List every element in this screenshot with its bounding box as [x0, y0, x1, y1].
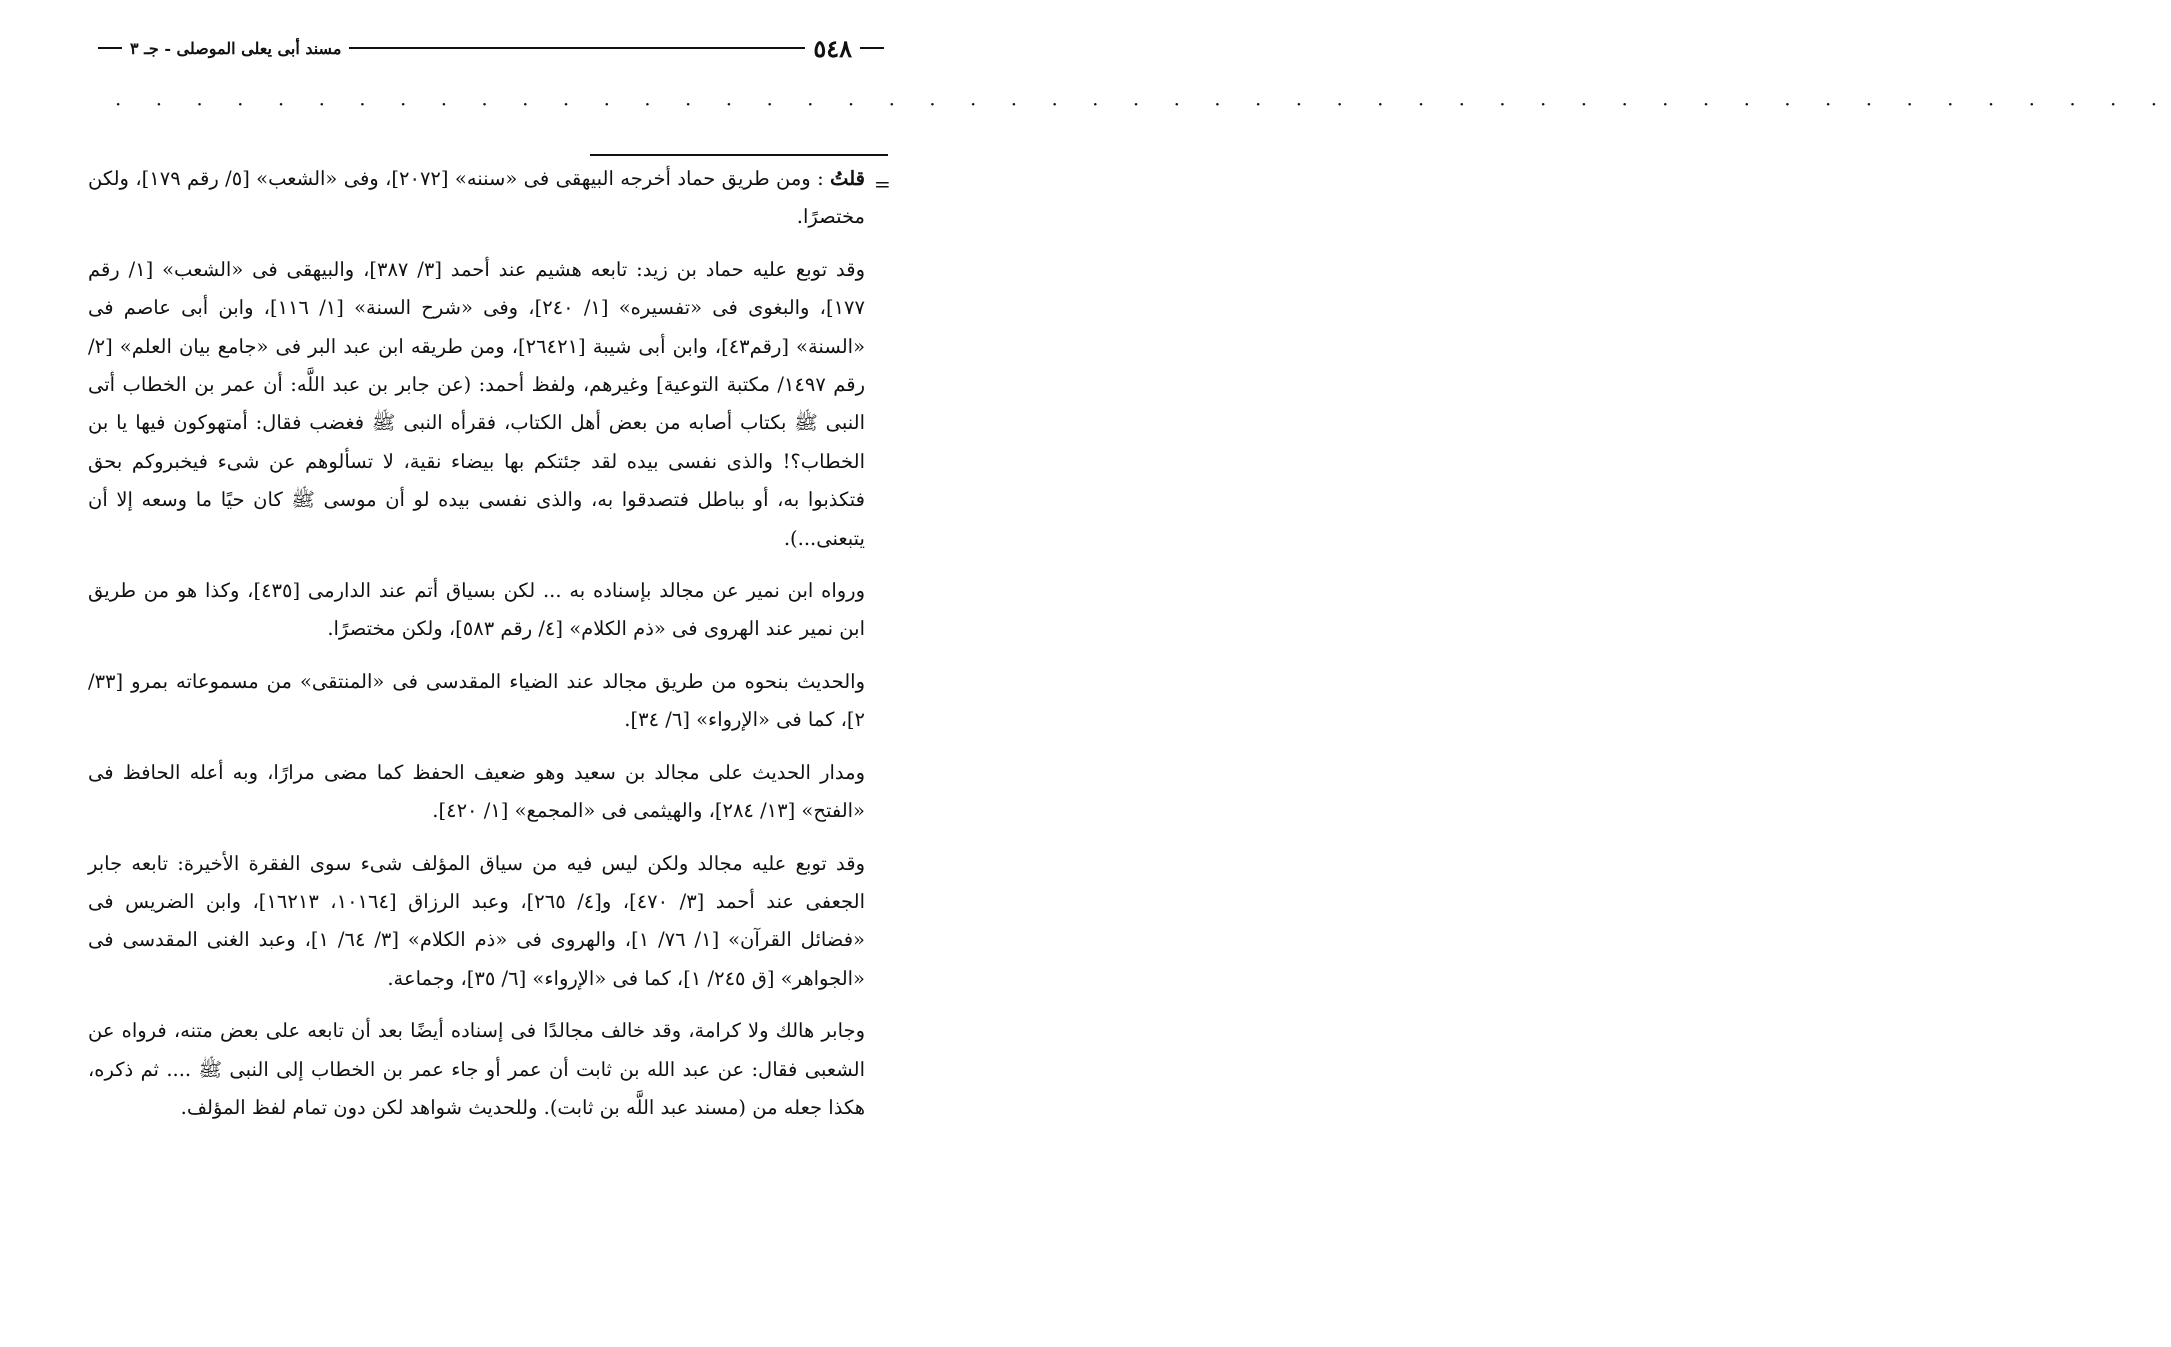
paragraph-text: : ومن طريق حماد أخرجه البيهقى فى «سننه» [٢٠٧٢]، وفى «الشعب» [٥/ رقم ١٧٩]، ولكن مختصرًا. — [88, 167, 865, 229]
paragraph — [88, 160, 865, 237]
continuation-mark: = — [874, 172, 891, 196]
paragraph — [88, 845, 865, 999]
paragraph — [88, 251, 865, 558]
paragraph-text: وجابر هالك ولا كرامة، وقد خالف مجالدًا فى إسناده أيضًا بعد أن تابعه على بعض متنه، فرواه عن الشعبى فقال: عن عبد الله بن ثابت أن عمر أو جاء عمر بن الخطاب إلى النبى ﷺ .... ثم ذكره، هكذا جعله من (مسند عبد اللَّه بن ثابت). وللحديث شواهد لكن دون تمام لفظ المؤلف. — [88, 1019, 865, 1119]
paragraph — [88, 754, 865, 831]
paragraph — [88, 663, 865, 740]
paragraph-text: وقد توبع عليه مجالد ولكن ليس فيه من سياق المؤلف شىء سوى الفقرة الأخيرة: تابعه جابر الجعفى عند أحمد [٣/ ٤٧٠]، و[٤/ ٢٦٥]، وعبد الرزاق [١٠١٦٤، ١٦٢١٣]، وابن الضريس فى «فضائل القرآن» [١/ ٧٦/ ١]، والهروى فى «ذم الكلام» [٣/ ٦٤/ ١]، وعبد الغنى المقدسى فى «الجواهر» [ق ٢٤٥/ ١]، كما فى «الإرواء» [٦/ ٣٥]، وجماعة. — [88, 851, 865, 990]
paragraph — [88, 572, 865, 649]
footnote-body — [88, 160, 865, 1141]
running-title: مسند أبى يعلى الموصلى - جـ ٣ — [130, 38, 342, 58]
header-dash-left — [98, 47, 122, 49]
paragraph-text: ورواه ابن نمير عن مجالد بإسناده به ... لكن بسياق أتم عند الدارمى [٤٣٥]، وكذا هو من طريق ابن نمير عند الهروى فى «ذم الكلام» [٤/ رقم ٥٨٣]، ولكن مختصرًا. — [88, 579, 865, 641]
header-rule — [349, 47, 805, 49]
page-number: ٥٤٨ — [813, 33, 852, 63]
paragraph-text: ومدار الحديث على مجالد بن سعيد وهو ضعيف الحفظ كما مضى مرارًا، وبه أعله الحافظ فى «الفتح» [١٣/ ٢٨٤]، والهيثمى فى «المجمع» [١/ ٤٢٠]. — [88, 760, 865, 823]
paragraph-lead: قلتُ — [830, 167, 865, 190]
page-header — [90, 30, 892, 66]
separator-dots: · · · · · · · · · · · · · · · · · · · · · · · · · · · · · · · · · · · · · · · · · · · · · · · · · · · — [115, 92, 2171, 116]
paragraph-text: والحديث بنحوه من طريق مجالد عند الضياء المقدسى فى «المنتقى» من مسموعاته بمرو [٣٣/ ٢]، كما فى «الإرواء» [٦/ ٣٤]. — [88, 669, 865, 732]
paragraph-text: وقد توبع عليه حماد بن زيد: تابعه هشيم عند أحمد [٣/ ٣٨٧]، والبيهقى فى «الشعب» [١/ رقم ١٧٧]، والبغوى فى «تفسيره» [١/ ٢٤٠]، وفى «شرح السنة» [١/ ١١٦]، وابن أبى عاصم فى «السنة» [رقم٤٣]، وابن أبى شيبة [٢٦٤٢١]، ومن طريقه ابن عبد البر فى «جامع بيان العلم» [٢/ رقم ١٤٩٧/ مكتبة التوعية] وغيرهم، ولفظ أحمد: (عن جابر بن عبد اللَّه: أن عمر بن الخطاب أتى النبى ﷺ بكتاب أصابه من بعض أهل الكتاب، فقرأه النبى ﷺ فغضب فقال: أمتهوكون فيها يا بن الخطاب؟! والذى نفسى بيده لقد جئتكم بها بيضاء نقية، لا تسألوهم عن شىء فيخبروكم بحق فتكذبوا به، أو بباطل فتصدقوا به، والذى نفسى بيده لو أن موسى ﷺ كان حيًا ما وسعه إلا أن يتبعنى...). — [88, 257, 866, 550]
paragraph — [88, 1012, 865, 1127]
header-dash-right — [860, 47, 884, 49]
footnote-rule — [590, 154, 888, 156]
